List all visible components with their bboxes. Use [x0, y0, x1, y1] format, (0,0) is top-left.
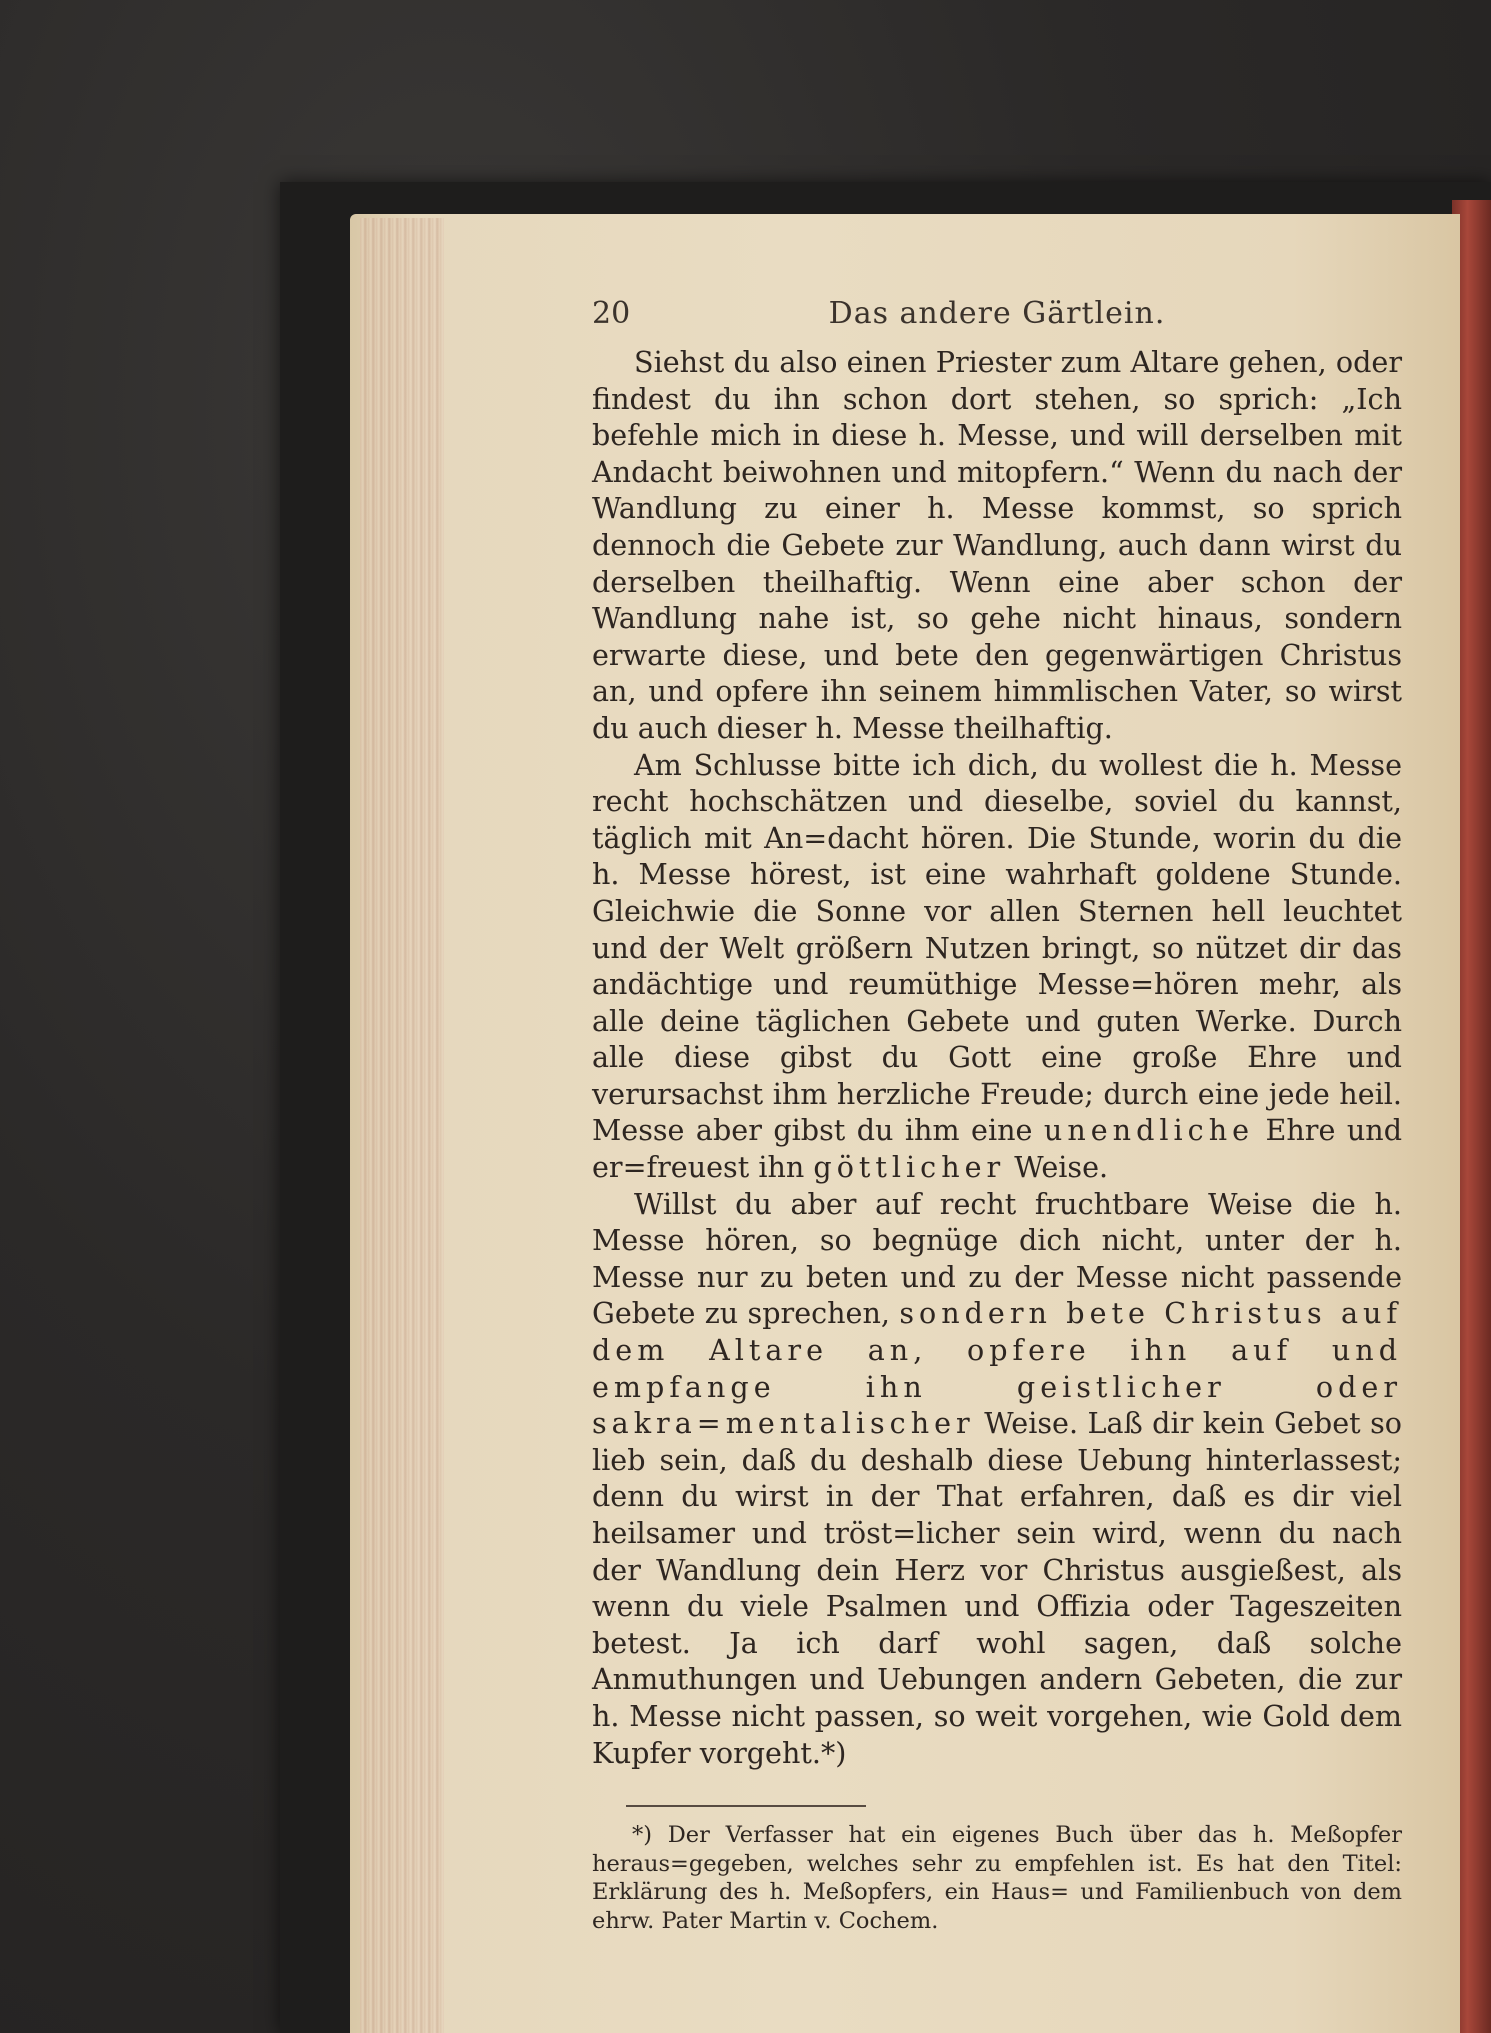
- footnote-divider: [626, 1805, 866, 1807]
- paragraph-3-text-b: Weise. Laß dir kein Gebet so lieb sein, daß du deshalb diese Uebung hinterlassest; denn du wirst in der That erfahren, daß es dir viel heilsamer und tröst=licher sein wird, wenn du nach der Wandlung dein Herz vor Christus ausgießest, als wenn du viele Psalmen und Offizia oder Tageszeiten betest. Ja ich darf wohl sagen, daß solche Anmuthungen und Uebungen andern Gebeten, die zur h. Messe nicht passen, so weit vorgehen, wie Gold dem Kupfer vorgeht.*): [592, 1406, 1402, 1770]
- page-title: Das andere Gärtlein.: [828, 296, 1166, 331]
- footnote: *) Der Verfasser hat ein eigenes Buch über das h. Meßopfer heraus=gegeben, welches sehr zu empfehlen ist. Es hat den Titel: Erklärung des h. Meßopfers, ein Haus= und Familienbuch von dem ehrw. Pater Martin v. Cochem.: [592, 1822, 1402, 1934]
- paragraph-2: [592, 747, 1402, 1186]
- running-head: [592, 290, 1402, 344]
- emphasis-bete-christus: sondern bete Christus auf dem Altare an, opfere ihn auf und empfange ihn geistlicher oder sakra=mentalischer: [592, 1296, 1402, 1441]
- page-text-block: [592, 290, 1402, 1935]
- emphasis-unendliche: unendliche: [1043, 1113, 1255, 1148]
- paragraph-3-text-a: Willst du aber auf recht fruchtbare Weise die h. Messe hören, so begnüge dich nicht, unter der h. Messe nur zu beten und zu der Messe nicht passende Gebete zu sprechen,: [592, 1186, 1402, 1331]
- paragraph-1: Siehst du also einen Priester zum Altare gehen, oder findest du ihn schon dort stehen, so sprich: „Ich befehle mich in diese h. Messe, und will derselben mit Andacht beiwohnen und mitopfern.“ Wenn du nach der Wandlung zu einer h. Messe kommst, so sprich dennoch die Gebete zur Wandlung, auch dann wirst du derselben theilhaftig. Wenn eine aber schon der Wandlung nahe ist, so gehe nicht hinaus, sondern erwarte diese, und bete den gegenwärtigen Christus an, und opfere ihn seinem himmlischen Vater, so wirst du auch dieser h. Messe theilhaftig.: [592, 345, 1402, 745]
- paragraph-3: [592, 1186, 1402, 1772]
- page-number: 20: [592, 296, 631, 331]
- stacked-page-edges: [360, 218, 444, 2033]
- emphasis-goettlicher: göttlicher: [813, 1150, 1006, 1185]
- paragraph-2-text-c: Weise.: [1014, 1150, 1109, 1185]
- paragraph-2-text-a: Am Schlusse bitte ich dich, du wollest die h. Messe recht hochschätzen und dieselbe, soviel du kannst, täglich mit An=dacht hören. Die Stunde, worin du die h. Messe hörest, ist eine wahrhaft goldene Stunde. Gleichwie die Sonne vor allen Sternen hell leuchtet und der Welt größern Nutzen bringt, so nützet dir das andächtige und reumüthige Messe=hören mehr, als alle deine täglichen Gebete und guten Werke. Durch alle diese gibst du Gott eine große Ehre und verursachst ihm herzliche Freude; durch eine jede heil. Messe aber gibst du ihm eine: [592, 747, 1402, 1148]
- paragraph-2-text-b: Ehre und er=freuest ihn: [592, 1113, 1402, 1185]
